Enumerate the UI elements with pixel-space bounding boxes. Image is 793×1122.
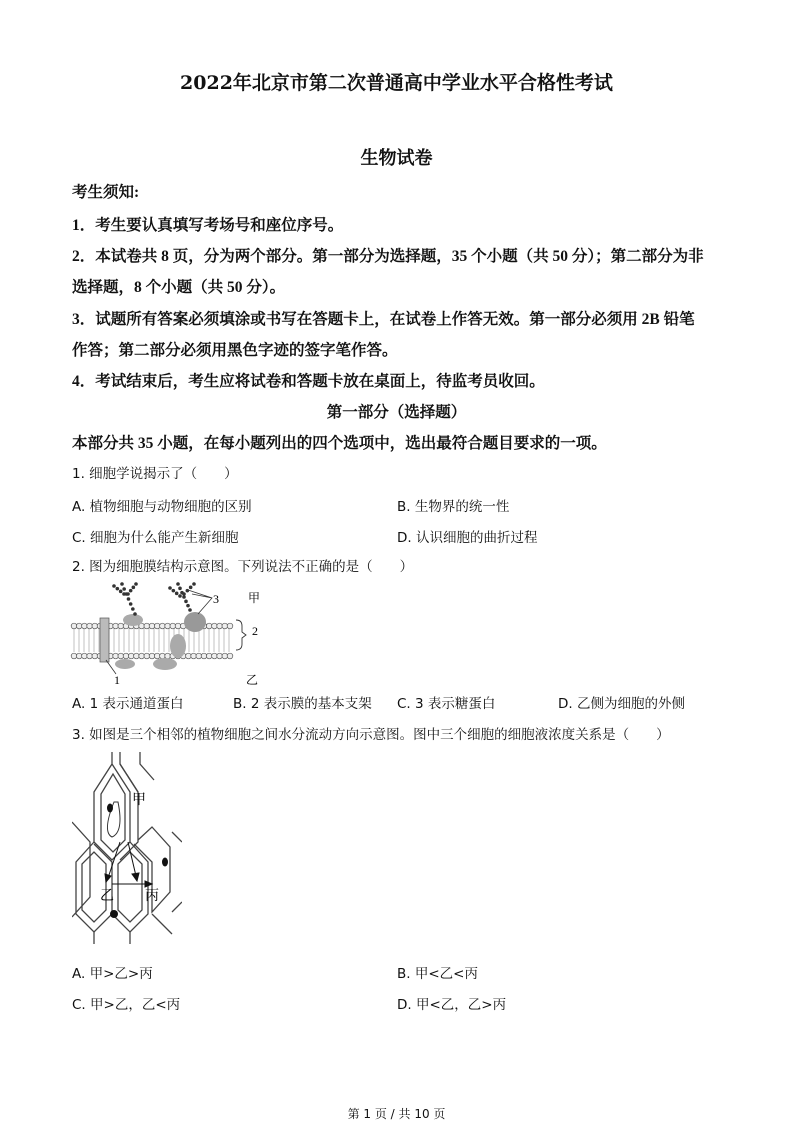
q1-option-c[interactable]: C. 细胞为什么能产生新细胞 [72,530,239,546]
notice-line: 2．本试卷共 8 页，分为两个部分。第一部分为选择题，35 个小题（共 50 分）；第二部分为非 [72,248,704,265]
q2-option-d[interactable]: D. 乙侧为细胞的外侧 [558,696,685,712]
cell-membrane-diagram [70,580,270,688]
q2-option-b[interactable]: B. 2 表示膜的基本支架 [233,696,372,712]
question-3-stem: 3. 如图是三个相邻的植物细胞之间水分流动方向示意图。图中三个细胞的细胞液浓度关系是（ ） [72,727,670,743]
label-2: 2 [252,624,258,638]
notice-heading: 考生须知: [72,184,140,201]
cell-label-b: 乙 [100,888,114,904]
cell-label-a: 甲 [132,792,146,808]
q1-option-a[interactable]: A. 植物细胞与动物细胞的区别 [72,499,252,515]
notice-line: 作答；第二部分必须用黑色字迹的签字笔作答。 [72,342,398,359]
q2-option-c[interactable]: C. 3 表示糖蛋白 [397,696,496,712]
notice-line: 3．试题所有答案必须填涂或书写在答题卡上，在试卷上作答无效。第一部分必须用 2B 铅笔 [72,311,695,328]
q3-option-c[interactable]: C. 甲>乙，乙<丙 [72,997,181,1013]
q1-option-d[interactable]: D. 认识细胞的曲折过程 [397,530,538,546]
label-bottom-side: 乙 [246,673,259,687]
notice-line: 选择题，8 个小题（共 50 分）。 [72,279,286,296]
cell-label-c: 丙 [145,888,159,904]
section-intro: 本部分共 35 小题，在每小题列出的四个选项中，选出最符合题目要求的一项。 [72,435,607,452]
notice-line: 1．考生要认真填写考场号和座位序号。 [72,217,344,234]
q3-option-d[interactable]: D. 甲<乙，乙>丙 [397,997,507,1013]
label-3: 3 [213,592,219,606]
question-2-stem: 2. 图为细胞膜结构示意图。下列说法不正确的是（ ） [72,559,414,575]
question-1-stem: 1. 细胞学说揭示了（ ） [72,466,238,482]
q1-option-b[interactable]: B. 生物界的统一性 [397,499,510,515]
q3-option-a[interactable]: A. 甲>乙>丙 [72,966,153,982]
section-heading: 第一部分（选择题） [326,404,467,421]
notice-line: 4．考试结束后，考生应将试卷和答题卡放在桌面上，待监考员收回。 [72,373,545,390]
paper-subtitle: 生物试卷 [360,148,433,169]
label-1: 1 [114,673,120,687]
exam-title: 2022年北京市第二次普通高中学业水平合格性考试 [180,72,613,94]
label-top-side: 甲 [248,591,261,605]
page-footer: 第 1 页 / 共 10 页 [347,1107,446,1121]
q2-option-a[interactable]: A. 1 表示通道蛋白 [72,696,184,712]
q3-option-b[interactable]: B. 甲<乙<丙 [397,966,478,982]
plant-cells-diagram [72,752,182,944]
